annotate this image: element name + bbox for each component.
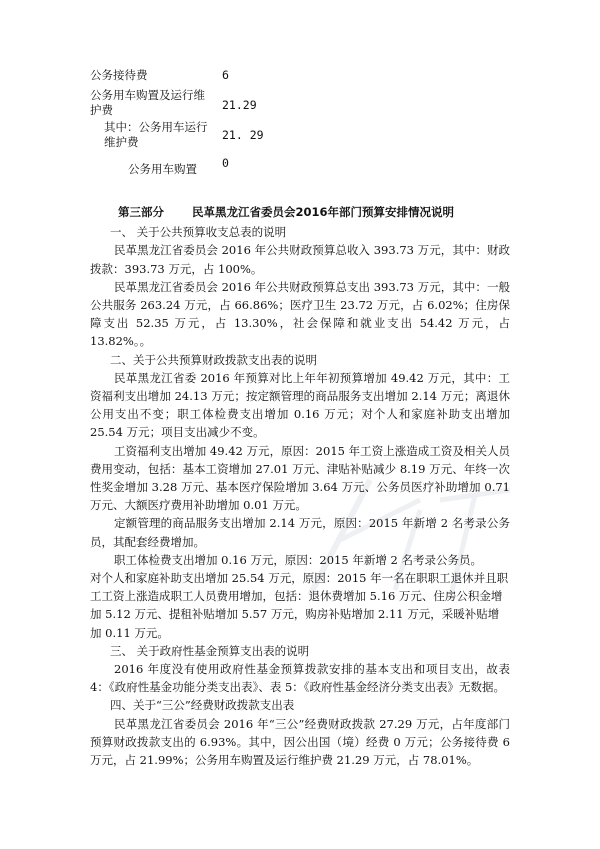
paragraph: 民革黑龙江省委员会 2016 年公共财政预算总支出 393.73 万元，其中：一般公共服务 263.24 万元，占 66.86%；医疗卫生 23.72 万元，占 6.02%；住房保障支出 52.35 万元，占 13.30%，社会保障和就业支出 54.42 万元，占 13.82%。。 [90,279,510,349]
paragraph: 定额管理的商品服务支出增加 2.14 万元，原因：2015 年新增 2 名考录公务员，其配套经费增加。 [90,516,510,549]
paragraph: 工资福利支出增加 49.42 万元，原因：2015 年工资上涨造成工资及相关人员费用变动，包括：基本工资增加 27.01 万元、津贴补贴减少 8.19 万元、年终一次性奖金增加 3.28 万元、基本医疗保险增加 3.64 万元、公务员医疗补助增加 0.71 万元、大额医疗费用补助增加 0.01 万元。 [90,443,510,513]
row-label: 其中：公务用车运行维护费 [104,120,208,149]
subsection-heading: 四、关于“三公”经费财政拨款支出表 [110,698,295,713]
section-title: 民革黑龙江省委员会2016年部门预算安排情况说明 [192,205,455,219]
section-part: 第三部分 [118,205,164,219]
subsection-heading: 二、关于公共预算财政拨款支出表的说明 [110,352,317,367]
row-label: 公务用车购置 [128,162,197,176]
paragraph: 民革黑龙江省委员会 2016 年“三公”经费财政拨款 27.29 万元，占年度部门预算财政拨款支出的 6.93%。其中，因公出国（境）经费 0 万元；公务接待费 6 万元，占 21.99%；公务用车购置及运行维护费 21.29 万元，占 78.01%。 [90,716,510,768]
row-label: 公务接待费 [90,68,148,82]
row-value: 21.29 [222,98,257,112]
subsection-heading: 一、 关于公共预算收支总表的说明 [110,225,287,240]
row-label: 公务用车购置及运行维护费 [90,88,205,117]
paragraph: 职工体检费支出增加 0.16 万元，原因：2015 年新增 2 名考录公务员。 [114,552,482,567]
row-value: 0 [222,156,229,170]
paragraph: 民革黑龙江省委员会 2016 年公共财政预算总收入 393.73 万元，其中：财政拨款：393.73 万元，占 100%。 [90,243,510,276]
row-value: 6 [222,68,229,82]
section-heading [90,203,510,221]
budget-explanation [90,203,510,769]
subsection-heading: 三、 关于政府性基金预算支出表的说明 [110,643,310,658]
paragraph: 2016 年度没有使用政府性基金预算拨款安排的基本支出和项目支出，故表 4：《政府性基金功能分类支出表》、表 5：《政府性基金经济分类支出表》无数据。 [90,662,510,695]
paragraph: 对个人和家庭补助支出增加 25.54 万元，原因：2015 年一名在职职工退休并且职工工资上涨造成职工人员费用增加，包括：退休费增加 5.16 万元、住房公积金增加 5.12 万元、提租补贴增加 5.57 万元，购房补贴增加 2.11 万元，采暖补贴增加 0.11 万元。 [90,571,509,640]
row-value: 21. 29 [222,128,264,142]
paragraph: 民革黑龙江省委 2016 年预算对比上年年初预算增加 49.42 万元，其中：工资福利支出增加 24.13 万元；按定额管理的商品服务支出增加 2.14 万元；离退休公用支出不变；职工体检费支出增加 0.16 万元；对个人和家庭补助支出增加 25.54 万元；项目支出减少不变。 [90,370,510,440]
